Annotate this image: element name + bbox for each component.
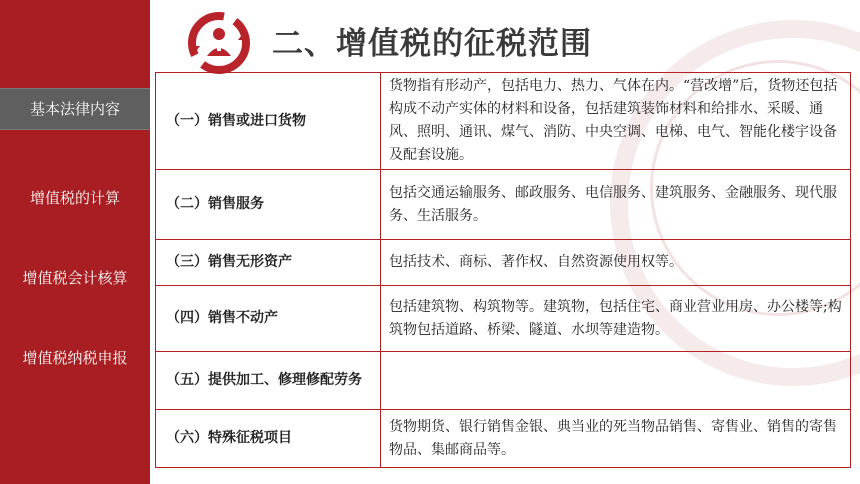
row-description: 包括交通运输服务、邮政服务、电信服务、建筑服务、金融服务、现代服务、生活服务。 xyxy=(381,170,851,240)
sidebar-item-vat-filing[interactable] xyxy=(0,348,150,368)
row-category: （二）销售服务 xyxy=(156,170,381,240)
table-row xyxy=(156,410,851,468)
sidebar-item-basic-law[interactable] xyxy=(0,88,150,130)
sidebar-item-label: 增值税会计核算 xyxy=(22,269,128,287)
sidebar-item-label: 增值税的计算 xyxy=(29,189,120,207)
row-description: 货物指有形动产，包括电力、热力、气体在内。“营改增”后，货物还包括构成不动产实体的材料和设备，包括建筑装饰材料和给排水、采暖、通风、照明、通讯、煤气、消防、中央空调、电梯、电气、智能化楼宇设备及配套设施。 xyxy=(381,73,851,170)
sidebar-item-label: 增值税纳税申报 xyxy=(22,349,128,367)
table-row xyxy=(156,170,851,240)
page-title: 二、增值税的征税范围 xyxy=(272,26,592,62)
row-description xyxy=(381,352,851,410)
table-row xyxy=(156,73,851,170)
table-row xyxy=(156,352,851,410)
rotating-person-logo-icon xyxy=(186,10,252,76)
sidebar-item-label: 基本法律内容 xyxy=(29,100,120,118)
vat-scope-table xyxy=(155,72,851,468)
sidebar-item-vat-calculation[interactable] xyxy=(0,188,150,208)
sidebar xyxy=(0,0,150,484)
row-category: （四）销售不动产 xyxy=(156,286,381,352)
row-description: 包括技术、商标、著作权、自然资源使用权等。 xyxy=(381,240,851,286)
row-category: （六）特殊征税项目 xyxy=(156,410,381,468)
table-row xyxy=(156,240,851,286)
row-category: （一）销售或进口货物 xyxy=(156,73,381,170)
row-description: 包括建筑物、构筑物等。建筑物，包括住宅、商业营业用房、办公楼等;构筑物包括道路、桥梁、隧道、水坝等建造物。 xyxy=(381,286,851,352)
table-row xyxy=(156,286,851,352)
row-description: 货物期货、银行销售金银、典当业的死当物品销售、寄售业、销售的寄售物品、集邮商品等。 xyxy=(381,410,851,468)
sidebar-item-vat-accounting[interactable] xyxy=(0,268,150,288)
row-category: （三）销售无形资产 xyxy=(156,240,381,286)
row-category: （五）提供加工、修理修配劳务 xyxy=(156,352,381,410)
